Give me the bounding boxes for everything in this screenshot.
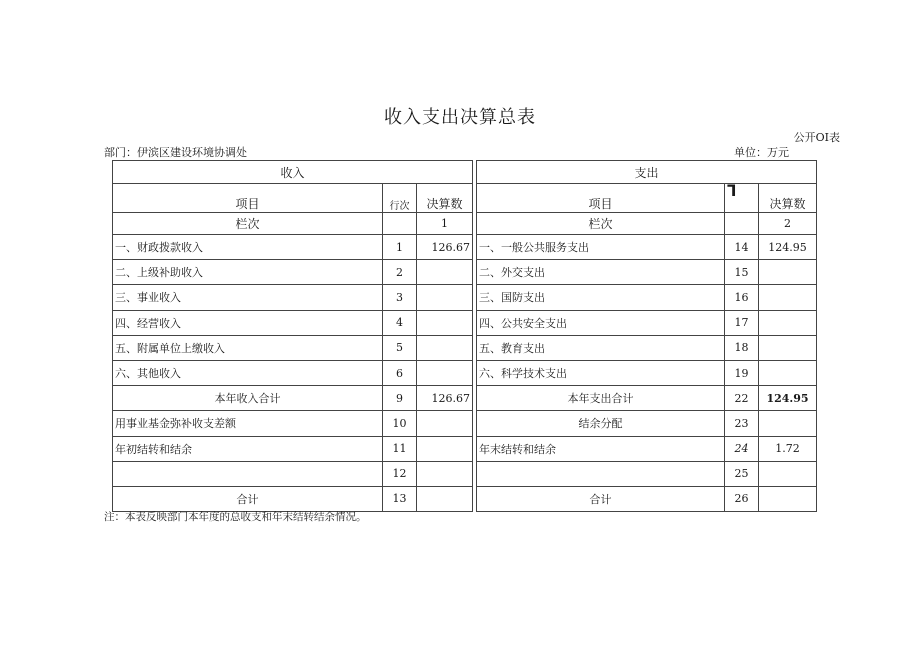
income-lanci-label: 栏次 [113, 213, 383, 235]
income-line: 6 [383, 360, 417, 385]
expense-line: 24 [725, 436, 759, 461]
expense-lanci-label: 栏次 [477, 213, 725, 235]
income-amount [417, 285, 473, 310]
income-item: 四、经营收入 [113, 310, 383, 335]
income-line-header: 行次 [383, 184, 417, 213]
income-item: 合计 [113, 486, 383, 511]
income-amount [417, 335, 473, 360]
expense-line: 14 [725, 235, 759, 260]
income-amount [417, 360, 473, 385]
income-amount: 126.67 [417, 386, 473, 411]
table-row [113, 461, 817, 486]
department-label: 部门：伊滨区建设环境协调处 [104, 146, 247, 159]
expense-line: 26 [725, 486, 759, 511]
income-line: 12 [383, 461, 417, 486]
expense-item: 本年支出合计 [477, 386, 725, 411]
income-amount [417, 461, 473, 486]
table-row [113, 436, 817, 461]
expense-amount [759, 285, 817, 310]
expense-line: 19 [725, 360, 759, 385]
income-lanci-line [383, 213, 417, 235]
income-item: 一、财政拨款收入 [113, 235, 383, 260]
income-line: 9 [383, 386, 417, 411]
expense-amount: 1.72 [759, 436, 817, 461]
column-header-row [113, 184, 817, 213]
income-line: 13 [383, 486, 417, 511]
expense-item: 合计 [477, 486, 725, 511]
expense-item: 四、公共安全支出 [477, 310, 725, 335]
expense-amount [759, 461, 817, 486]
income-line: 1 [383, 235, 417, 260]
expense-amount: 124.95 [759, 235, 817, 260]
expense-item [477, 461, 725, 486]
unit-label: 单位：万元 [734, 146, 789, 159]
expense-line: 18 [725, 335, 759, 360]
expense-item: 结余分配 [477, 411, 725, 436]
income-amount [417, 411, 473, 436]
expense-line: 16 [725, 285, 759, 310]
income-amount [417, 260, 473, 285]
expense-amount [759, 260, 817, 285]
table-row [113, 285, 817, 310]
table-row [113, 411, 817, 436]
income-line: 10 [383, 411, 417, 436]
income-item: 年初结转和结余 [113, 436, 383, 461]
table-row [113, 310, 817, 335]
expense-item: 五、教育支出 [477, 335, 725, 360]
expense-amount [759, 335, 817, 360]
income-header: 收入 [113, 161, 473, 184]
expense-item: 三、国防支出 [477, 285, 725, 310]
table-row [113, 360, 817, 385]
lanci-row [113, 213, 817, 235]
table-row [113, 235, 817, 260]
expense-item: 年末结转和结余 [477, 436, 725, 461]
income-line: 2 [383, 260, 417, 285]
income-item: 六、其他收入 [113, 360, 383, 385]
income-item: 本年收入合计 [113, 386, 383, 411]
expense-amount-header: 决算数 [759, 184, 817, 213]
expense-line: 25 [725, 461, 759, 486]
income-line: 4 [383, 310, 417, 335]
expense-amount [759, 486, 817, 511]
expense-line: 17 [725, 310, 759, 335]
income-item-header: 项目 [113, 184, 383, 213]
income-amount [417, 436, 473, 461]
expense-lanci-amount: 2 [759, 213, 817, 235]
income-amount [417, 310, 473, 335]
table-row [113, 260, 817, 285]
expense-amount: 124.95 [759, 386, 817, 411]
expense-line: 15 [725, 260, 759, 285]
expense-lanci-line [725, 213, 759, 235]
table-row-income-total [113, 386, 817, 411]
income-amount: 126.67 [417, 235, 473, 260]
income-amount-header: 决算数 [417, 184, 473, 213]
footnote: 注：本表反映部门本年度的总收支和年末结转结余情况。 [104, 511, 367, 523]
expense-amount [759, 411, 817, 436]
form-code: 公开OI表 [793, 131, 840, 144]
income-item [113, 461, 383, 486]
table-row [113, 335, 817, 360]
income-line: 3 [383, 285, 417, 310]
expense-amount [759, 310, 817, 335]
expense-item: 六、科学技术支出 [477, 360, 725, 385]
expense-amount [759, 360, 817, 385]
income-amount [417, 486, 473, 511]
income-item: 二、上级补助收入 [113, 260, 383, 285]
page-title: 收入支出决算总表 [384, 107, 536, 128]
expense-item: 二、外交支出 [477, 260, 725, 285]
income-item: 五、附属单位上缴收入 [113, 335, 383, 360]
income-item: 三、事业收入 [113, 285, 383, 310]
expense-line: 22 [725, 386, 759, 411]
income-expense-table [112, 160, 817, 512]
expense-item-header: 项目 [477, 184, 725, 213]
expense-item: 一、一般公共服务支出 [477, 235, 725, 260]
income-line: 5 [383, 335, 417, 360]
expense-line: 23 [725, 411, 759, 436]
income-lanci-amount: 1 [417, 213, 473, 235]
section-header-row [113, 161, 817, 184]
expense-header: 支出 [477, 161, 817, 184]
table-row-grand-total [113, 486, 817, 511]
income-item: 用事业基金弥补收支差额 [113, 411, 383, 436]
expense-line-header: ᒣ [725, 184, 759, 213]
income-line: 11 [383, 436, 417, 461]
